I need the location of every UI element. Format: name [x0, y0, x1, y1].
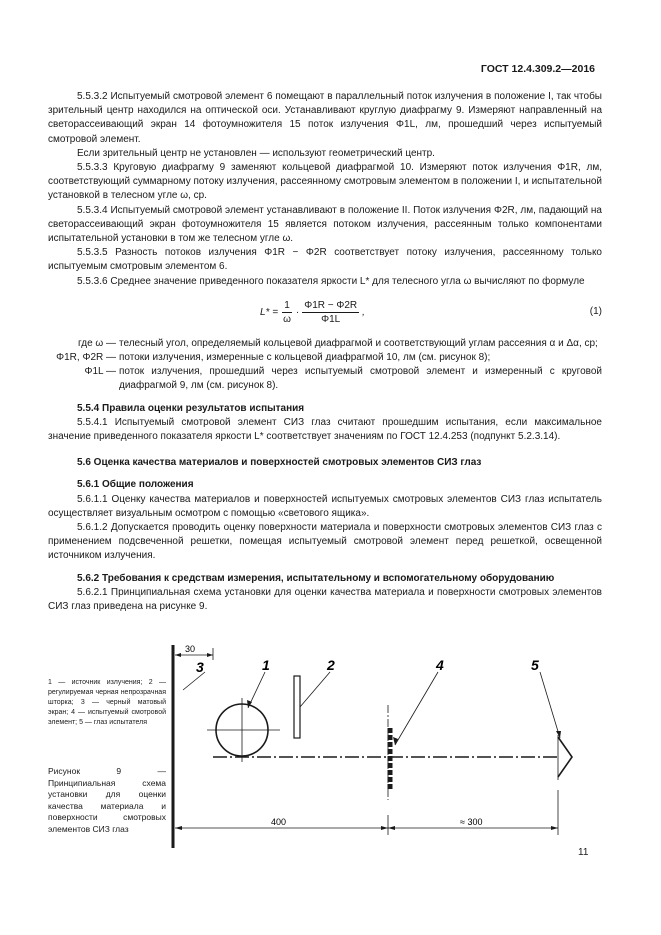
definition-row: где ω — телесный угол, определяемый кольцевой диафрагмой и соответствующий углам рассеяния α и Δα, ср; [78, 337, 598, 349]
paragraph-5-5-3-5: 5.5.3.5 Разность потоков излучения Φ1R − Φ2R соответствует потоку излучения, рассеянному только испытуемым смотровым элементом 6. [48, 247, 602, 273]
paragraph-note: Если зрительный центр не установлен — используют геометрический центр. [77, 147, 435, 159]
dim-30-label: 30 [185, 644, 196, 654]
fraction-one-over-omega: $\frac{1}{\omega}$ [283, 300, 291, 326]
label-2: 2 [327, 657, 335, 673]
heading-5-5-4: 5.5.4 Правила оценки результатов испытания [77, 402, 305, 414]
paragraph-5-6-2-1: 5.6.2.1 Принципиальная схема установки для оценки качества материала и поверхности смотровых элементов СИЗ глаз приведена на рисунке 9. [48, 586, 602, 613]
dim-300-label: ≈ 300 [460, 817, 483, 827]
definition-row: Φ1R, Φ2R — потоки излучения, измеренные с кольцевой диафрагмой 10, лм (см. рисунок 8); [56, 352, 491, 364]
fraction-flux-ratio: $\frac{\Phi 1R - \Phi 2R}{\Phi 1L}$ [304, 300, 358, 326]
definition-row: Φ1L — поток излучения, прошедший через испытуемый смотровой элемент и измеренный с круговой диафрагмой 9, лм (см. рисунок 8). [84, 366, 602, 392]
paragraph-5-6-1-2: 5.6.1.2 Допускается проводить оценку поверхности материала и поверхности смотровых элементов СИЗ глаз с применением подсвеченной решетки, помещая испытуемый смотровой элемент перед решеткой, освещенной источником излучения. [48, 522, 602, 562]
heading-5-6-1: 5.6.1 Общие положения [77, 479, 194, 491]
heading-5-6: 5.6 Оценка качества материалов и поверхностей смотровых элементов СИЗ глаз [77, 457, 482, 469]
shutter [294, 676, 300, 738]
formula-lhs: L* = [260, 306, 279, 318]
figure-caption: Рисунок 9 — Принципиальная схема установки для оценки качества материала и поверхности смотровых элементов СИЗ глаз [48, 766, 166, 834]
dim-400-label: 400 [271, 817, 287, 827]
paragraph-5-5-3-2: 5.5.3.2 Испытуемый смотровой элемент 6 помещают в параллельный поток излучения в положение I, так чтобы зрительный центр находился на оптической оси. Устанавливают круглую диафрагму 9. Измеряют направленный на светорассеивающий экран 14 фотоумножителя 15 поток излучения Φ1L, лм, прошедший через испытуемый смотровой элемент. [48, 91, 602, 145]
heading-5-6-2: 5.6.2 Требования к средствам измерения, испытательному и вспомогательному оборудованию [77, 572, 555, 584]
formula-end: , [362, 306, 365, 318]
paragraph-5-5-3-3: 5.5.3.3 Круговую диафрагму 9 заменяют кольцевой диафрагмой 10. Измеряют поток излучения Φ1R, лм, соответствующий суммарному потоку излучения, рассеянному смотровым элементом в положении I, и испытательной установкой в телесном угле ω, ср. [48, 162, 602, 202]
paragraph-5-5-3-4: 5.5.3.4 Испытуемый смотровой элемент устанавливают в положение II. Поток излучения Φ2R, лм, падающий на светорассеивающий экран фотоумножителя 15 является потоком излучения, рассеянным только компонентами испытательной установки в том же телесном угле ω. [48, 204, 602, 245]
paragraph-5-6-1-1: 5.6.1.1 Оценку качества материалов и поверхностей испытуемых смотровых элементов СИЗ глаз испытатель осуществляет визуальным осмотром с помощью «светового ящика». [48, 493, 602, 519]
eye [558, 737, 572, 777]
label-5: 5 [531, 657, 539, 673]
page-number: 11 [578, 847, 589, 858]
document-code: ГОСТ 12.4.309.2—2016 [480, 63, 595, 75]
paragraph-5-5-4-1: 5.5.4.1 Испытуемый смотровой элемент СИЗ глаз считают прошедшим испытания, если максимальное значение приведенного показателя яркости L* соответствует значениям по ГОСТ 12.4.253 (подпункт 5.2.3.14). [48, 416, 602, 443]
label-1: 1 [262, 657, 270, 673]
label-4: 4 [436, 657, 444, 673]
label-3: 3 [196, 659, 204, 675]
formula-number: (1) [589, 305, 602, 317]
formula-dot: · [295, 306, 300, 318]
paragraph-5-5-3-6: 5.5.3.6 Среднее значение приведенного показателя яркости L* для телесного угла ω вычисляют по формуле [77, 275, 585, 287]
figure-legend: 1 — источник излучения; 2 — регулируемая черная непрозрачная шторка; 3 — черный матовый экран; 4 — испытуемый смотровой элемент; 5 — глаз испытателя [48, 679, 166, 726]
